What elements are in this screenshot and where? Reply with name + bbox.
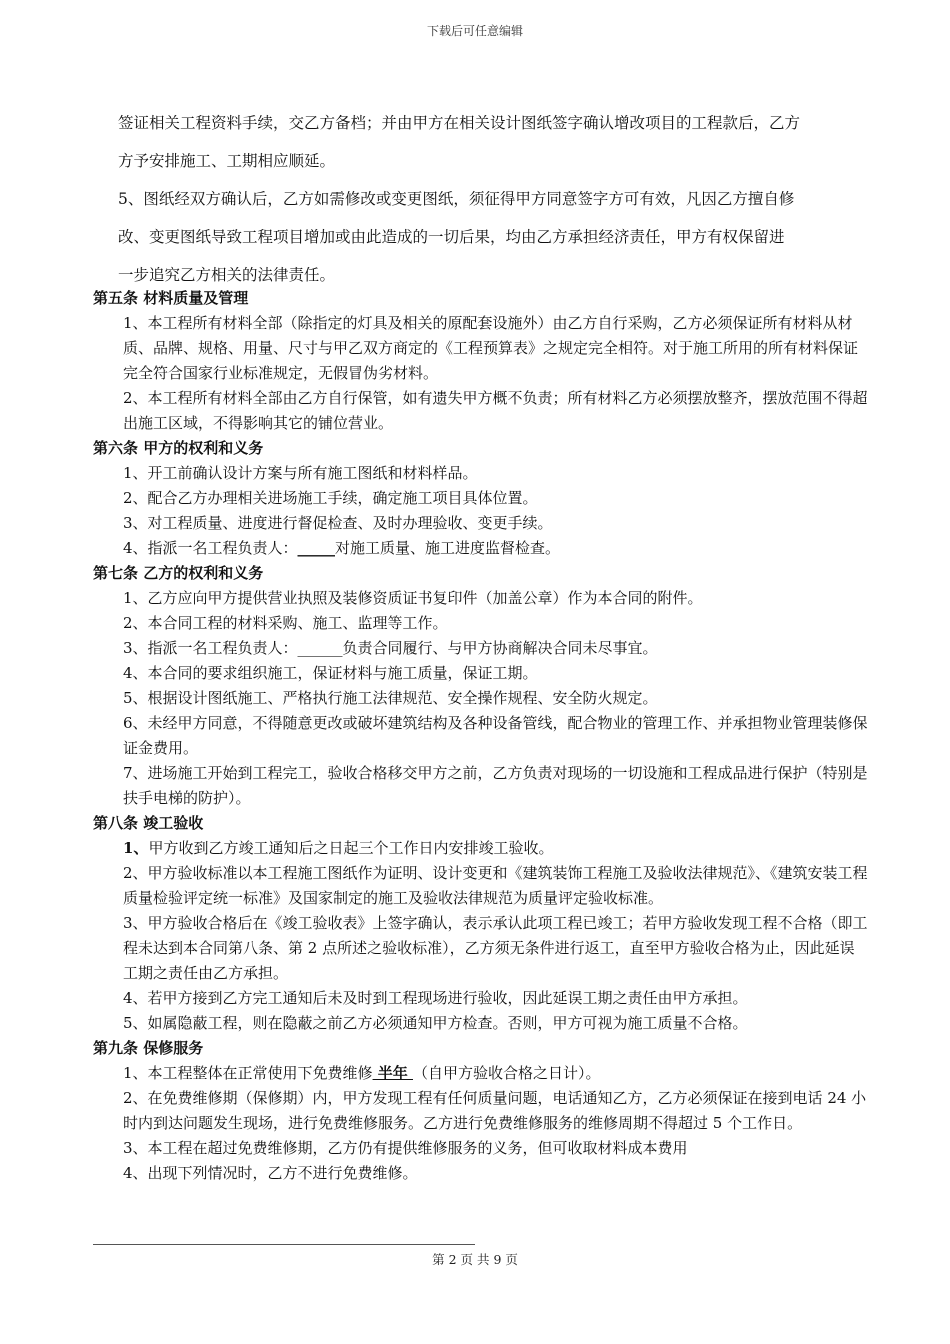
section-heading-8: 第八条 竣工验收: [93, 814, 204, 832]
warranty-term: 半年: [372, 1064, 413, 1082]
blank-line: _____: [297, 539, 336, 557]
item-text: 甲方收到乙方竣工通知后之日起三个工作日内安排竣工验收。: [148, 839, 554, 857]
item-text: （自甲方验收合格之日计）。: [413, 1064, 601, 1082]
section6-item: 3、对工程质量、进度进行督促检查、及时办理验收、变更手续。: [123, 514, 553, 532]
section8-item: 2、甲方验收标准以本工程施工图纸作为证明、设计变更和《建筑装饰工程施工及验收法律规范》、《建筑安装工程质量检验评定统一标准》及国家制定的施工及验收法律规范为质量评定验收标准。: [123, 864, 868, 907]
intro-paragraphs: [93, 104, 873, 294]
section-heading-7: 第七条 乙方的权利和义务: [93, 564, 264, 582]
footer-divider: [93, 1244, 475, 1245]
section7-item: 1、乙方应向甲方提供营业执照及装修资质证书复印件（加盖公章）作为本合同的附件。: [123, 589, 703, 607]
section9-item: 4、出现下列情况时，乙方不进行免费维修。: [123, 1164, 418, 1182]
blank-line: ______: [297, 639, 343, 657]
section8-item: 4、若甲方接到乙方完工通知后未及时到工程现场进行验收，因此延误工期之责任由甲方承担。: [123, 989, 748, 1007]
intro-line: 5、图纸经双方确认后，乙方如需修改或变更图纸，须征得甲方同意签字方可有效，凡因乙方擅自修: [118, 190, 795, 208]
section7-item: [93, 636, 868, 661]
section8-item: 3、甲方验收合格后在《竣工验收表》上签字确认，表示承认此项工程已竣工；若甲方验收发现工程不合格（即工程未达到本合同第八条、第 2 点所述之验收标准），乙方须无条件进行返工，直至甲方验收合格为止，因此延误工期之责任由乙方承担。: [123, 914, 868, 982]
section8-item: [93, 836, 868, 861]
item-number: 1、: [123, 839, 149, 857]
section7-item: 5、根据设计图纸施工、严格执行施工法律规范、安全操作规程、安全防火规定。: [123, 689, 658, 707]
intro-line: 方予安排施工、工期相应顺延。: [118, 152, 336, 170]
intro-line: 签证相关工程资料手续，交乙方备档；并由甲方在相关设计图纸签字确认增改项目的工程款后，乙方: [118, 114, 801, 132]
section8-item: 5、如属隐蔽工程，则在隐蔽之前乙方必须通知甲方检查。否则，甲方可视为施工质量不合格。: [123, 1014, 748, 1032]
section-heading-9: 第九条 保修服务: [93, 1039, 204, 1057]
section7-item: 2、本合同工程的材料采购、施工、监理等工作。: [123, 614, 448, 632]
page-header: 下载后可任意编辑: [426, 24, 523, 38]
section6-item: 1、开工前确认设计方案与所有施工图纸和材料样品。: [123, 464, 478, 482]
intro-line: 一步追究乙方相关的法律责任。: [118, 266, 336, 284]
item-text: 3、指派一名工程负责人：: [123, 639, 298, 657]
section6-item: [93, 536, 868, 561]
section-heading-6: 第六条 甲方的权利和义务: [93, 439, 264, 457]
section9-item: 2、在免费维修期（保修期）内，甲方发现工程有任何质量问题，电话通知乙方，乙方必须保证在接到电话 24 小时内到达问题发生现场，进行免费维修服务。乙方进行免费维修服务的维修周期不得超过 5 个工作日。: [123, 1089, 867, 1132]
section5-item: 2、本工程所有材料全部由乙方自行保管，如有遗失甲方概不负责；所有材料乙方必须摆放整齐，摆放范围不得超出施工区域，不得影响其它的铺位营业。: [123, 389, 868, 432]
item-text: 4、指派一名工程负责人：: [123, 539, 298, 557]
item-text: 负责合同履行、与甲方协商解决合同未尽事宜。: [342, 639, 658, 657]
section-heading-5: 第五条 材料质量及管理: [93, 289, 249, 307]
section7-item: 7、进场施工开始到工程完工，验收合格移交甲方之前，乙方负责对现场的一切设施和工程成品进行保护（特别是扶手电梯的防护）。: [123, 764, 868, 807]
contract-body: [93, 286, 868, 1186]
section9-item: 3、本工程在超过免费维修期，乙方仍有提供维修服务的义务，但可收取材料成本费用: [123, 1139, 688, 1157]
page-footer: 第 2 页 共 9 页: [432, 1252, 518, 1267]
section9-item: [93, 1061, 868, 1086]
section5-item: 1、本工程所有材料全部（除指定的灯具及相关的原配套设施外）由乙方自行采购，乙方必须保证所有材料从材质、品牌、规格、用量、尺寸与甲乙双方商定的《工程预算表》之规定完全相符。对于施工所用的所有材料保证完全符合国家行业标准规定，无假冒伪劣材料。: [123, 314, 859, 382]
item-text: 对施工质量、施工进度监督检查。: [335, 539, 561, 557]
item-text: 1、本工程整体在正常使用下免费维修: [123, 1064, 373, 1082]
intro-line: 改、变更图纸导致工程项目增加或由此造成的一切后果，均由乙方承担经济责任，甲方有权保留进: [118, 228, 785, 246]
section7-item: 6、未经甲方同意，不得随意更改或破坏建筑结构及各种设备管线，配合物业的管理工作、并承担物业管理装修保证金费用。: [123, 714, 868, 757]
section7-item: 4、本合同的要求组织施工，保证材料与施工质量，保证工期。: [123, 664, 538, 682]
section6-item: 2、配合乙方办理相关进场施工手续，确定施工项目具体位置。: [123, 489, 538, 507]
